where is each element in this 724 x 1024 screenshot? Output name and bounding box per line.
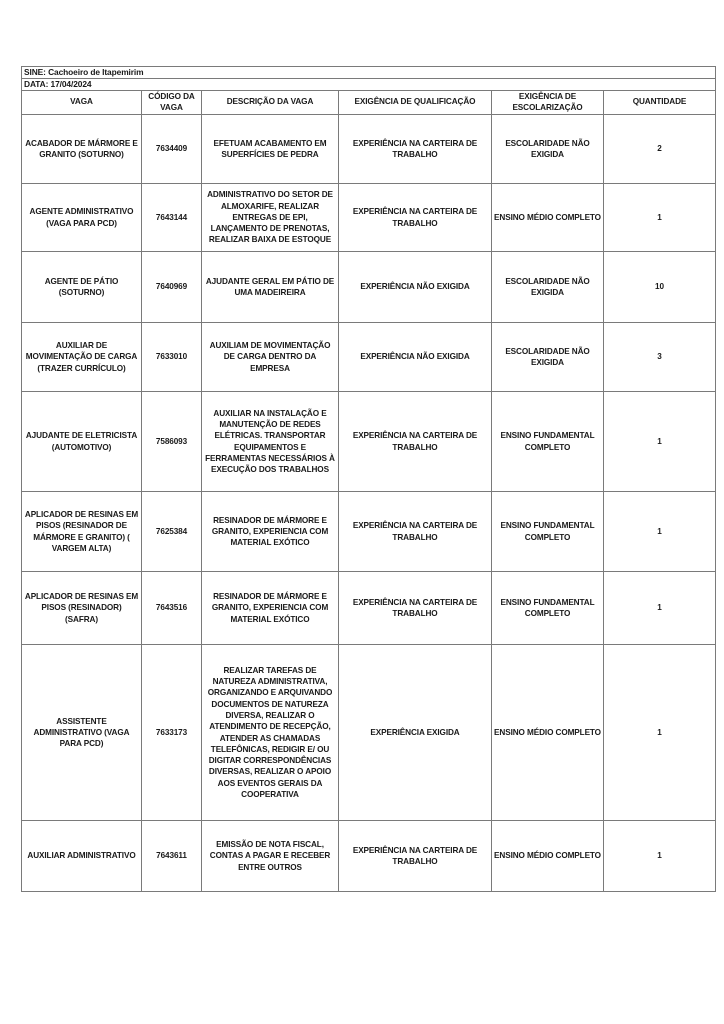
cell-quantidade: 1: [604, 645, 716, 821]
column-header-descricao: DESCRIÇÃO DA VAGA: [202, 91, 339, 115]
cell-escolarizacao: ESCOLARIDADE NÃO EXIGIDA: [492, 115, 604, 184]
cell-vaga: AJUDANTE DE ELETRICISTA (AUTOMOTIVO): [22, 392, 142, 492]
cell-qualificacao: EXPERIÊNCIA NA CARTEIRA DE TRABALHO: [339, 572, 492, 645]
cell-qualificacao: EXPERIÊNCIA NA CARTEIRA DE TRABALHO: [339, 392, 492, 492]
cell-codigo: 7586093: [142, 392, 202, 492]
cell-quantidade: 2: [604, 115, 716, 184]
cell-vaga: AUXILIAR DE MOVIMENTAÇÃO DE CARGA (TRAZER CURRÍCULO): [22, 323, 142, 392]
cell-codigo: 7643144: [142, 184, 202, 252]
table-row: [22, 821, 716, 892]
cell-descricao: RESINADOR DE MÁRMORE E GRANITO, EXPERIENCIA COM MATERIAL EXÓTICO: [202, 492, 339, 572]
cell-qualificacao: EXPERIÊNCIA NA CARTEIRA DE TRABALHO: [339, 821, 492, 892]
cell-vaga: AGENTE ADMINISTRATIVO (VAGA PARA PCD): [22, 184, 142, 252]
cell-vaga: AGENTE DE PÁTIO (SOTURNO): [22, 252, 142, 323]
cell-vaga: ACABADOR DE MÁRMORE E GRANITO (SOTURNO): [22, 115, 142, 184]
table-row: [22, 645, 716, 821]
table-row: [22, 492, 716, 572]
cell-qualificacao: EXPERIÊNCIA NÃO EXIGIDA: [339, 252, 492, 323]
cell-escolarizacao: ENSINO MÉDIO COMPLETO: [492, 645, 604, 821]
report-date: DATA: 17/04/2024: [22, 79, 716, 91]
cell-vaga: AUXILIAR ADMINISTRATIVO: [22, 821, 142, 892]
cell-codigo: 7625384: [142, 492, 202, 572]
cell-escolarizacao: ENSINO FUNDAMENTAL COMPLETO: [492, 392, 604, 492]
sine-location: SINE: Cachoeiro de Itapemirim: [22, 67, 716, 79]
cell-quantidade: 1: [604, 492, 716, 572]
cell-quantidade: 1: [604, 392, 716, 492]
cell-escolarizacao: ENSINO MÉDIO COMPLETO: [492, 821, 604, 892]
cell-codigo: 7633010: [142, 323, 202, 392]
cell-qualificacao: EXPERIÊNCIA NA CARTEIRA DE TRABALHO: [339, 184, 492, 252]
cell-escolarizacao: ESCOLARIDADE NÃO EXIGIDA: [492, 323, 604, 392]
cell-quantidade: 1: [604, 184, 716, 252]
table-row: [22, 252, 716, 323]
cell-vaga: APLICADOR DE RESINAS EM PISOS (RESINADOR DE MÁRMORE E GRANITO) ( VARGEM ALTA): [22, 492, 142, 572]
table-row: [22, 115, 716, 184]
cell-codigo: 7643611: [142, 821, 202, 892]
column-header-escolarizacao: EXIGÊNCIA DE ESCOLARIZAÇÃO: [492, 91, 604, 115]
cell-descricao: AUXILIAR NA INSTALAÇÃO E MANUTENÇÃO DE REDES ELÉTRICAS. TRANSPORTAR EQUIPAMENTOS E FERRAMENTAS NECESSÁRIOS À EXECUÇÃO DOS TRABALHOS: [202, 392, 339, 492]
cell-vaga: ASSISTENTE ADMINISTRATIVO (VAGA PARA PCD): [22, 645, 142, 821]
cell-descricao: AUXILIAM DE MOVIMENTAÇÃO DE CARGA DENTRO DA EMPRESA: [202, 323, 339, 392]
cell-qualificacao: EXPERIÊNCIA NÃO EXIGIDA: [339, 323, 492, 392]
cell-descricao: EMISSÃO DE NOTA FISCAL, CONTAS A PAGAR E RECEBER ENTRE OUTROS: [202, 821, 339, 892]
cell-escolarizacao: ENSINO FUNDAMENTAL COMPLETO: [492, 572, 604, 645]
column-header-quantidade: QUANTIDADE: [604, 91, 716, 115]
cell-escolarizacao: ESCOLARIDADE NÃO EXIGIDA: [492, 252, 604, 323]
column-header-codigo: CÓDIGO DA VAGA: [142, 91, 202, 115]
cell-escolarizacao: ENSINO FUNDAMENTAL COMPLETO: [492, 492, 604, 572]
column-header-qualificacao: EXIGÊNCIA DE QUALIFICAÇÃO: [339, 91, 492, 115]
cell-descricao: AJUDANTE GERAL EM PÁTIO DE UMA MADEIREIRA: [202, 252, 339, 323]
column-header-row: [22, 91, 716, 115]
cell-descricao: RESINADOR DE MÁRMORE E GRANITO, EXPERIENCIA COM MATERIAL EXÓTICO: [202, 572, 339, 645]
cell-codigo: 7633173: [142, 645, 202, 821]
job-listing-sheet: [21, 66, 715, 892]
cell-qualificacao: EXPERIÊNCIA NA CARTEIRA DE TRABALHO: [339, 115, 492, 184]
cell-codigo: 7643516: [142, 572, 202, 645]
table-row: [22, 323, 716, 392]
table-row: [22, 392, 716, 492]
table-row: [22, 184, 716, 252]
cell-qualificacao: EXPERIÊNCIA NA CARTEIRA DE TRABALHO: [339, 492, 492, 572]
table-row: [22, 572, 716, 645]
cell-descricao: EFETUAM ACABAMENTO EM SUPERFÍCIES DE PEDRA: [202, 115, 339, 184]
cell-codigo: 7640969: [142, 252, 202, 323]
cell-quantidade: 10: [604, 252, 716, 323]
sine-row: [22, 67, 716, 79]
column-header-vaga: VAGA: [22, 91, 142, 115]
date-row: [22, 79, 716, 91]
cell-descricao: ADMINISTRATIVO DO SETOR DE ALMOXARIFE, REALIZAR ENTREGAS DE EPI, LANÇAMENTO DE PRENOTAS, REALIZAR BAIXA DE ESTOQUE: [202, 184, 339, 252]
cell-qualificacao: EXPERIÊNCIA EXIGIDA: [339, 645, 492, 821]
cell-quantidade: 3: [604, 323, 716, 392]
cell-vaga: APLICADOR DE RESINAS EM PISOS (RESINADOR) (SAFRA): [22, 572, 142, 645]
cell-codigo: 7634409: [142, 115, 202, 184]
cell-quantidade: 1: [604, 821, 716, 892]
job-table: [21, 66, 716, 892]
cell-descricao: REALIZAR TAREFAS DE NATUREZA ADMINISTRATIVA, ORGANIZANDO E ARQUIVANDO DOCUMENTOS DE NATUREZA DIVERSA, REALIZAR O ATENDIMENTO DE RECEPÇÃO, ATENDER AS CHAMADAS TELEFÔNICAS, REDIGIR E/ OU DIGITAR CORRESPONDÊNCIAS DIVERSAS, REALIZAR O APOIO AOS EVENTOS GERAIS DA COOPERATIVA: [202, 645, 339, 821]
cell-escolarizacao: ENSINO MÉDIO COMPLETO: [492, 184, 604, 252]
cell-quantidade: 1: [604, 572, 716, 645]
